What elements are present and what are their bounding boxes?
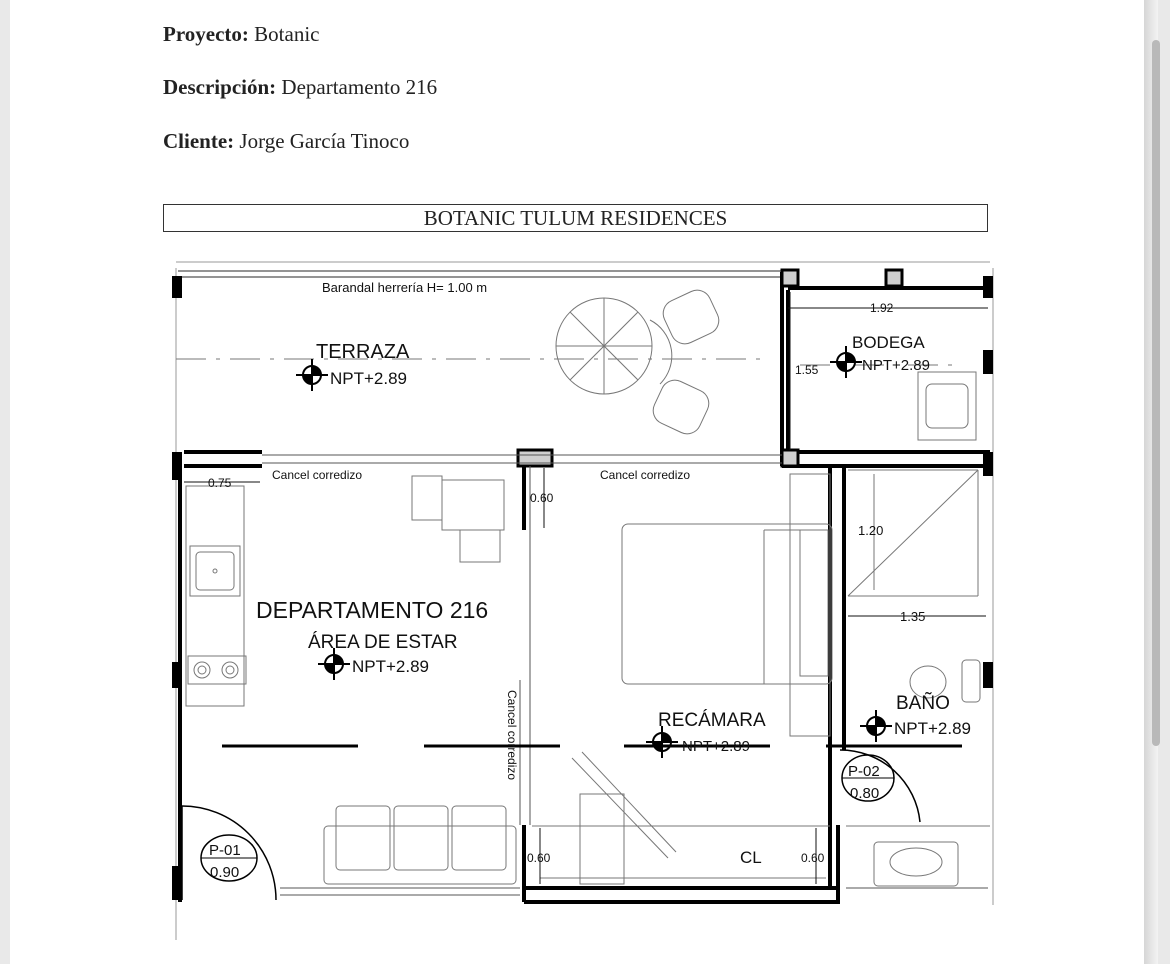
dim-kitchen: 0.75 bbox=[208, 476, 232, 490]
railing-note: Barandal herrería H= 1.00 m bbox=[322, 280, 488, 295]
dim-bodega-height: 1.55 bbox=[795, 363, 819, 377]
room-area-estar: ÁREA DE ESTAR bbox=[308, 632, 458, 653]
dim-bodega-width: 1.92 bbox=[870, 301, 894, 315]
level-terraza: NPT+2.89 bbox=[330, 369, 408, 388]
door-p02-code: P-02 bbox=[848, 763, 880, 780]
room-closet: CL bbox=[740, 848, 762, 867]
door-p01-code: P-01 bbox=[209, 842, 241, 859]
note-cancel-3: Cancel corredizo bbox=[505, 690, 519, 781]
client-label: Cliente: bbox=[163, 129, 235, 153]
room-bodega: BODEGA bbox=[852, 333, 925, 352]
room-terraza: TERRAZA bbox=[316, 341, 410, 363]
dim-bath-width: 1.35 bbox=[900, 609, 926, 624]
level-area-estar: NPT+2.89 bbox=[352, 657, 430, 676]
dim-closet-right: 0.60 bbox=[801, 851, 825, 865]
room-bano: BAÑO bbox=[896, 693, 950, 714]
door-p02-width: 0.80 bbox=[850, 785, 880, 802]
description-label: Descripción: bbox=[163, 75, 277, 99]
vertical-scrollbar[interactable] bbox=[1152, 40, 1160, 746]
dim-shower: 1.20 bbox=[858, 523, 884, 538]
level-bodega: NPT+2.89 bbox=[862, 357, 930, 374]
dim-closet-left: 0.60 bbox=[527, 851, 551, 865]
door-p01-width: 0.90 bbox=[210, 864, 240, 881]
room-departamento: DEPARTAMENTO 216 bbox=[256, 597, 489, 623]
plan-title: BOTANIC TULUM RESIDENCES bbox=[163, 204, 988, 232]
level-bano: NPT+2.89 bbox=[894, 719, 972, 738]
room-recamara: RECÁMARA bbox=[658, 710, 766, 731]
description-value: Departamento 216 bbox=[281, 75, 438, 99]
project-value: Botanic bbox=[254, 22, 320, 46]
client-value: Jorge García Tinoco bbox=[239, 129, 410, 153]
note-cancel-2: Cancel corredizo bbox=[600, 468, 691, 482]
dim-wall-top: 0.60 bbox=[530, 491, 554, 505]
project-label: Proyecto: bbox=[163, 22, 249, 46]
level-recamara: NPT+2.89 bbox=[682, 738, 750, 755]
note-cancel-1: Cancel corredizo bbox=[272, 468, 363, 482]
